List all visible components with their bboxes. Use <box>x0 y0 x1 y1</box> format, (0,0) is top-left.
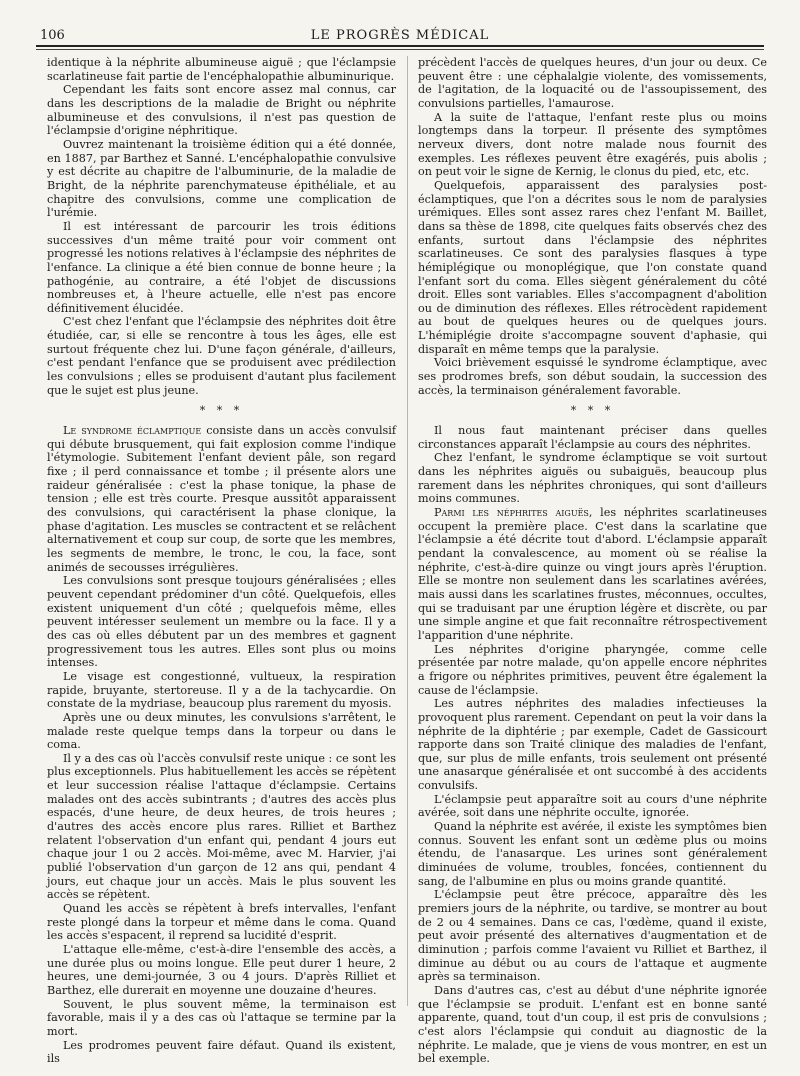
paragraph <box>418 424 767 451</box>
paragraph-text: Cependant les faits sont encore assez mal connus, car dans les descriptions de la maladie de Bright ou néphrite albumineuse et des convulsions, il n'est pas question de l'éclampsie d'origine néphritique. <box>47 83 396 138</box>
paragraph-text: A la suite de l'attaque, l'enfant reste plus ou moins longtemps dans la torpeur. Il présente des symptômes nerveux divers, dont notre malade nous fournit des exemples. Les réflexes peuvent être exagérés, puis abolis ; on peut voir le signe de Kernig, le clonus du pied, etc, etc. <box>418 110 767 179</box>
paragraph-text: Les néphrites d'origine pharyngée, comme celle présentée par notre malade, qu'on appelle encore néphrites a frigore ou néphrites primitives, peuvent être également la cause de l'éclampsie. <box>418 642 767 697</box>
paragraph-text: Ouvrez maintenant la troisième édition qui a été donnée, en 1887, par Barthez et Sanné. L'encéphalopathie convulsive y est décrite au chapitre de l'albuminurie, de la maladie de Bright, de la néphrite parenchymateuse épithéliale, et au chapitre des convulsions, comme une complication de l'urémie. <box>47 137 396 220</box>
paragraph <box>47 670 396 711</box>
paragraph <box>418 793 767 820</box>
paragraph-text: Il nous faut maintenant préciser dans quelles circonstances apparaît l'éclampsie au cours des néphrites. <box>418 424 767 451</box>
paragraph <box>418 56 767 111</box>
paragraph <box>47 943 396 998</box>
paragraph <box>47 902 396 943</box>
paragraph <box>418 179 767 357</box>
header-rule <box>36 45 764 47</box>
paragraph <box>418 984 767 1066</box>
paragraph-text: Voici brièvement esquissé le syndrome éclamptique, avec ses prodromes brefs, son début soudain, la succession des accès, la terminaison généralement favorable. <box>418 356 767 397</box>
paragraph-text: Chez l'enfant, le syndrome éclamptique se voit surtout dans les néphrites aiguës ou subaiguës, beaucoup plus rarement dans les néphrites chroniques, qui sont d'ailleurs moins communes. <box>418 451 767 506</box>
paragraph-text: Quelquefois, apparaissent des paralysies post-éclamptiques, que l'on a décrites sous le nom de paralysies urémiques. Elles sont assez rares chez l'enfant M. Baillet, dans sa thèse de 1898, cite quelques faits observés chez des enfants, surtout dans l'éclampsie des néphrites scarlatineuses. Ce sont des paralysies flasques à type hémiplégique ou monoplégique, que l'on constate quand l'enfant sort du coma. Elles siègent généralement du côté droit. Elles sont variables. Elles s'accompagnent d'abolition ou de diminution des réflexes. Elles rétrocèdent rapidement au bout de quelques heures ou de quelques jours. L'hémiplégie droite s'accompagne souvent d'aphasie, qui disparaît en même temps que la paralysie. <box>418 178 767 356</box>
paragraph-text: précèdent l'accès de quelques heures, d'un jour ou deux. Ce peuvent être : une céphalalgie violente, des vomissements, de l'agitation, de la loquacité ou de l'assoupissement, des convulsions partielles, l'amaurose. <box>418 56 767 110</box>
paragraph-text: Après une ou deux minutes, les convulsions s'arrêtent, le malade reste quelque temps dans la torpeur ou dans le coma. <box>47 710 396 752</box>
paragraph <box>418 643 767 698</box>
paragraph <box>418 451 767 506</box>
paragraph-text: identique à la néphrite albumineuse aiguë ; que l'éclampsie scarlatineuse fait partie de l'encéphalopathie albuminurique. <box>47 56 396 83</box>
header-rule-thin <box>36 49 764 50</box>
paragraph <box>47 138 396 220</box>
paragraph-text: Les convulsions sont presque toujours généralisées ; elles peuvent cependant prédominer d'un côté. Quelquefois, elles existent uniquement d'un côté ; quelquefois même, elles peuvent intéresser seulement un membre ou la face. Il y a des cas où elles débutent par un des membres et gagnent progressivement tous les autres. Elles sont plus ou moins intenses. <box>47 574 396 670</box>
paragraph-text: Souvent, le plus souvent même, la terminaison est favorable, mais il y a des cas où l'attaque se termine par la mort. <box>47 997 396 1038</box>
paragraph-text: Le visage est congestionné, vultueux, la respiration rapide, bruyante, stertoreuse. Il y a de la tachycardie. On constate de la mydriase, beaucoup plus rarement du myosis. <box>47 669 396 711</box>
paragraph <box>47 574 396 670</box>
paragraph <box>47 752 396 902</box>
right-column <box>418 56 767 1066</box>
paragraph-text: L'éclampsie peut apparaître soit au cours d'une néphrite avérée, soit dans une néphrite occulte, ignorée. <box>418 792 767 820</box>
paragraph <box>47 711 396 752</box>
paragraph-lead: Le syndrome éclamptique <box>63 424 202 438</box>
left-column <box>47 56 396 1066</box>
paragraph <box>47 424 396 574</box>
paragraph-text: consiste dans un accès convulsif qui débute brusquement, qui fait explosion comme l'indique l'étymologie. Subitement l'enfant devient pâle, son regard fixe ; il perd connaissance et tombe ; il présente alors une raideur généralisée : c'est la phase tonique, la phase de tension ; elle est très courte. Presque aussitôt apparaissent des convulsions, qui caractérisent la phase clonique, la phase d'agitation. Les muscles se contractent et se relâchent alternativement et coup sur coup, de sorte que les membres, les segments de membre, le tronc, le cou, la face, sont animés de secousses irrégulières. <box>47 424 396 574</box>
paragraph-lead: Parmi les néphrites aiguës, <box>434 506 593 519</box>
paragraph-text: Les prodromes peuvent faire défaut. Quand ils existent, ils <box>47 1038 396 1066</box>
paragraph-text: Quand les accès se répètent à brefs intervalles, l'enfant reste plongé dans la torpeur et même dans le coma. Quand les accès s'espacent, il reprend sa lucidité d'esprit. <box>47 902 396 943</box>
paragraph <box>418 356 767 397</box>
paragraph-text: C'est chez l'enfant que l'éclampsie des néphrites doit être étudiée, car, si elle se rencontre à tous les âges, elle est surtout fréquente chez lui. D'une façon générale, d'ailleurs, c'est pendant l'enfance que se produisent avec prédilection les convulsions ; elles se produisent d'autant plus facilement que le sujet est plus jeune. <box>47 315 396 397</box>
paragraph <box>47 83 396 138</box>
paragraph-text: les néphrites scarlatineuses occupent la première place. C'est dans la scarlatine que l'éclampsie a été décrite tout d'abord. L'éclampsie apparaît pendant la convalescence, au moment où se réalise la néphrite, c'est-à-dire quinze ou vingt jours après l'éruption. Elle se montre non seulement dans les scarlatines avérées, mais aussi dans les scarlatines frustes, méconnues, occultes, qui se traduisant par une éruption légère et discrète, ou par une simple angine et que fait reconnaître rétrospectivement l'apparition d'une néphrite. <box>418 506 767 642</box>
section-separator: * * * <box>199 404 244 418</box>
section-separator: * * * <box>570 404 615 418</box>
paragraph <box>47 998 396 1039</box>
journal-title: LE PROGRÈS MÉDICAL <box>310 28 490 43</box>
paragraph-text: Les autres néphrites des maladies infectieuses la provoquent plus rarement. Cependant on peut la voir dans la néphrite de la diphtérie ; par exemple, Cadet de Gassicourt rapporte dans son Traité clinique des maladies de l'enfant, que, sur plus de mille enfants, trois seulement ont présenté une anasarque généralisée et ont succombé à des accidents convulsifs. <box>418 697 767 793</box>
column-divider <box>407 56 408 1006</box>
paragraph-text: Dans d'autres cas, c'est au début d'une néphrite ignorée que l'éclampsie se produit. L'enfant est en bonne santé apparente, quand, tout d'un coup, il est pris de convulsions ; c'est alors l'éclampsie qui conduit au diagnostic de la néphrite. Le malade, que je viens de vous montrer, en est un bel exemple. <box>418 983 767 1066</box>
paragraph-text: L'attaque elle-même, c'est-à-dire l'ensemble des accès, a une durée plus ou moins longue. Elle peut durer 1 heure, 2 heures, une demi-journée, 3 ou 4 jours. D'après Rilliet et Barthez, elle durerait en moyenne une douzaine d'heures. <box>47 943 396 997</box>
paragraph <box>418 506 767 643</box>
page-number: 106 <box>40 28 65 43</box>
paragraph <box>418 111 767 179</box>
paragraph-text: Il y a des cas où l'accès convulsif reste unique : ce sont les plus exceptionnels. Plus habituellement les accès se répètent et leur succession réalise l'attaque d'éclampsie. Certains malades ont des accès subintrants ; d'autres des accès plus espacés, d'une heure, de deux heures, de trois heures ; d'autres des accès encore plus rares. Rilliet et Barthez relatent l'observation d'un enfant qui, pendant 4 jours eut chaque jour 1 ou 2 accès. Moi-même, avec M. Harvier, j'ai publié l'observation d'un garçon de 12 ans qui, pendant 4 jours, eut chaque jour un accès. Mais le plus souvent les accès se répètent. <box>47 751 396 902</box>
paragraph-text: Quand la néphrite est avérée, il existe les symptômes bien connus. Souvent les enfant sont un œdème plus ou moins étendu, de l'anasarque. Les urines sont généralement diminuées de volume, troubles, foncées, contiennent du sang, de l'albumine en plus ou moins grande quantité. <box>418 820 767 888</box>
paragraph <box>47 1039 396 1066</box>
paragraph <box>47 315 396 397</box>
paragraph <box>418 888 767 984</box>
paragraph <box>47 220 396 316</box>
paragraph <box>418 820 767 888</box>
paragraph-text: L'éclampsie peut être précoce, apparaître dès les premiers jours de la néphrite, ou tardive, se montrer au bout de 2 ou 4 semaines. Dans ce cas, l'œdème, quand il existe, peut avoir présenté des alternatives d'augmentation et de diminution ; parfois comme l'avaient vu Rilliet et Barthez, il diminue au début ou au cours de l'attaque et augmente après sa terminaison. <box>418 888 767 984</box>
paragraph-text: Il est intéressant de parcourir les trois éditions successives d'un même traité pour voir comment ont progressé les notions relatives à l'éclampsie des néphrites de l'enfance. La clinique a été bien connue de bonne heure ; la pathogénie, au contraire, a été l'objet de discussions nombreuses et, à l'heure actuelle, elle n'est pas encore définitivement élucidée. <box>47 219 396 315</box>
paragraph <box>47 56 396 83</box>
paragraph <box>418 697 767 793</box>
